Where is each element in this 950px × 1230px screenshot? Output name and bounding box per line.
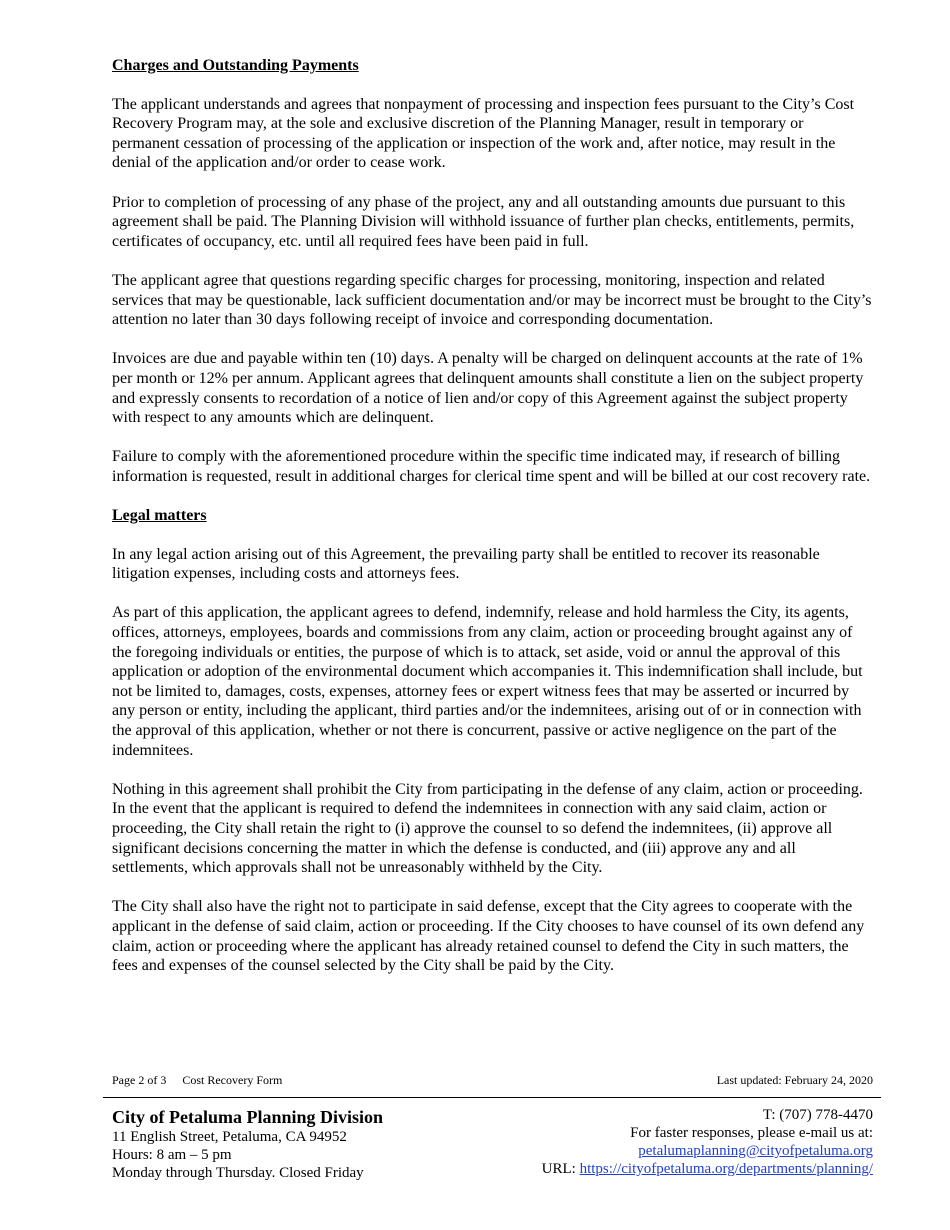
office-days: Monday through Thursday. Closed Friday — [112, 1165, 364, 1181]
paragraph: The applicant understands and agrees that nonpayment of processing and inspection fees pursuant to the City’s Cost Recovery Program may, at the sole and exclusive discretion of the Planning Manager, result in temporary or permanent cessation of processing of the application or inspection of the work and, after notice, may result in the denial of the application and/or order to cease work. — [112, 95, 855, 172]
email-prompt: For faster responses, please e-mail us at: — [630, 1125, 873, 1141]
section-heading-legal: Legal matters — [112, 507, 207, 525]
url-line — [542, 1160, 873, 1178]
footer-divider — [103, 1097, 881, 1098]
paragraph: The applicant agree that questions regarding specific charges for processing, monitoring, inspection and related services that may be questionable, lack sufficient documentation and/or may be incorrect must be brought to the City’s attention no later than 30 days following receipt of invoice and corresponding documentation. — [112, 271, 872, 329]
last-updated: Last updated: February 24, 2020 — [716, 1073, 873, 1087]
section-heading-charges: Charges and Outstanding Payments — [112, 57, 359, 74]
document-body — [112, 56, 874, 995]
phone-number: T: (707) 778-4470 — [762, 1107, 873, 1123]
contact-info-right — [542, 1106, 873, 1178]
address: 11 English Street, Petaluma, CA 94952 — [112, 1129, 347, 1145]
page-number: Page 2 of 3 — [112, 1073, 167, 1087]
office-hours: Hours: 8 am – 5 pm — [112, 1147, 232, 1163]
paragraph: Failure to comply with the aforementioned procedure within the specific time indicated may, if research of billing information is requested, result in additional charges for clerical time spent and will be billed at our cost recovery rate. — [112, 448, 871, 485]
paragraph: Invoices are due and payable within ten (10) days. A penalty will be charged on delinquent accounts at the rate of 1% per month or 12% per annum. Applicant agrees that delinquent amounts shall constitute a lien on the subject property and expressly consents to recordation of a notice of lien and/or copy of this Agreement against the subject property with respect to any amounts which are delinquent. — [112, 350, 864, 427]
paragraph: As part of this application, the applicant agrees to defend, indemnify, release and hold harmless the City, its agents, offices, attorneys, employees, boards and commissions from any claim, action or proceeding brought against any of the foregoing individuals or entities, the purpose of which is to attack, set aside, void or annul the approval of this application or adoption of the environmental document which accompanies it. This indemnification shall include, but not be limited to, damages, costs, expenses, attorney fees or expert witness fees that may be asserted or incurred by any person or entity, including the applicant, third parties and/or the indemnitees, arising out of or in connection with the approval of this application, whether or not there is concurrent, passive or active negligence on the part of the indemnitees. — [112, 604, 863, 759]
organization-name: City of Petaluma Planning Division — [112, 1107, 384, 1127]
email-link[interactable]: petalumaplanning@cityofpetaluma.org — [638, 1143, 873, 1159]
paragraph: Nothing in this agreement shall prohibit the City from participating in the defense of any claim, action or proceeding. In the event that the applicant is required to defend the indemnitees in connection with any said claim, action or proceeding, the City shall retain the right to (i) approve the counsel to so defend the indemnitees, (ii) approve all significant decisions concerning the matter in which the defense is conducted, and (iii) approve any and all settlements, which approvals shall not be unreasonably withheld by the City. — [112, 780, 863, 877]
page-info — [112, 1072, 282, 1088]
paragraph: The City shall also have the right not to participate in said defense, except that the City agrees to cooperate with the applicant in the defense of said claim, action or proceeding. If the City chooses to have counsel of its own defend any claim, action or proceeding where the applicant has already retained counsel to defend the City in such matters, the fees and expenses of the counsel selected by the City shall be paid by the City. — [112, 898, 865, 975]
paragraph: In any legal action arising out of this Agreement, the prevailing party shall be entitled to recover its reasonable litigation expenses, including costs and attorneys fees. — [112, 545, 820, 583]
contact-info-left — [112, 1106, 383, 1182]
form-name: Cost Recovery Form — [182, 1073, 283, 1087]
website-link[interactable]: https://cityofpetaluma.org/departments/planning/ — [579, 1161, 873, 1177]
paragraph: Prior to completion of processing of any phase of the project, any and all outstanding amounts due pursuant to this agreement shall be paid. The Planning Division will withhold issuance of further plan checks, entitlements, permits, certificates of occupancy, etc. until all required fees have been paid in full. — [112, 193, 855, 250]
url-label: URL: — [541, 1161, 580, 1177]
